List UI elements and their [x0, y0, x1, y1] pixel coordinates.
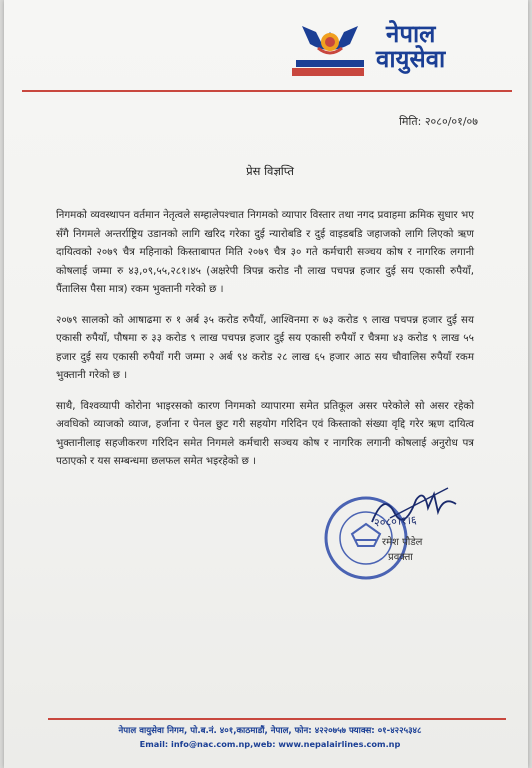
header-divider	[22, 90, 512, 92]
paragraph: २०७९ सालको को आषाढमा रु १ अर्ब ३५ करोड रुपैयाँ, आश्विनमा रु ७३ करोड ९ लाख पचपन्न हजार दुई सय एकासी रुपैयाँ, पौषमा रु ३३ करोड ९ लाख पचपन्न हजार दुई सय एकासी रुपैयाँ र चैत्रमा ४३ करोड ९ लाख ५५ हजार दुई सय एकासी रुपैयाँ गरी जम्मा २ अर्ब ९४ करोड २८ लाख ६५ हजार आठ सय चौवालिस रुपैयाँ रकम भुक्तानी गरेको छ ।	[56, 313, 474, 381]
footer-contact: Email: info@nac.com.np,web: www.nepalairlines.com.np	[139, 739, 401, 749]
signer-name: रमेश पौडेल	[382, 537, 423, 548]
nepal-airlines-logo-text: नेपाल वायुसेवा	[376, 20, 446, 74]
handwritten-date: २०८०।१।६	[373, 513, 418, 530]
nepal-airlines-logo-emblem	[292, 22, 368, 80]
footer-divider	[48, 718, 506, 720]
signer-title: प्रवक्ता	[388, 552, 413, 563]
issue-date: मिति: २०८०/०१/०७	[399, 115, 478, 128]
paragraph: साथै, विश्वव्यापी कोरोना भाइरसको कारण निगमको व्यापारमा समेत प्रतिकूल असर परेकोले सो असर रहेको अवधिको व्याजको व्याज, हर्जाना र पेनल छुट गरी सहयोग गरिदिन एवं किस्ताको संख्या वृद्दि गरेर ऋण दायित्व भुक्तानीलाइ सहजीकरण गरिदिन समेत निगमले कर्मचारी सञ्चय कोष र नागरिक लगानी कोषलाई अनुरोध पत्र पठाएको र यस सम्बन्धमा छलफल समेत भइरहेको छ ।	[56, 399, 474, 467]
footer-address: नेपाल वायुसेवा निगम, पो.ब.नं. ४०१,काठमाडौं, नेपाल, फोन: ४२२०७५७ फ्याक्स: ०१-४२२५३४८	[118, 726, 422, 736]
paragraph: निगमको व्यवस्थापन वर्तमान नेतृत्वले सम्हालेपश्चात निगमको व्यापार विस्तार तथा नगद प्रवाहमा क्रमिक सुधार भए सँगै निगमले अन्तर्राष्ट्रिय उडानको लागि खरिद गरेका दुई न्यारोबडि र दुई वाइडबडि जहाजको लागि लिएको ऋण दायित्वको २०७९ चैत्र महिनाको किस्ताबापत मिति २०७९ चैत्र ३० गते कर्मचारी सञ्चय कोष र नागरिक लगानी कोषलाई जम्मा रु ४३,०९,५५,२८१।४५ (अक्षरेपी त्रिपन्न करोड नौ लाख पचपन्न हजार दुई सय एकासी रुपैयाँ, पैंतालिस पैसा मात्र) रकम भुक्तानी गरेको छ ।	[56, 209, 474, 295]
press-release-page	[4, 0, 528, 768]
page-title: प्रेस विज्ञप्ति	[246, 164, 294, 178]
press-release-body	[56, 206, 474, 483]
